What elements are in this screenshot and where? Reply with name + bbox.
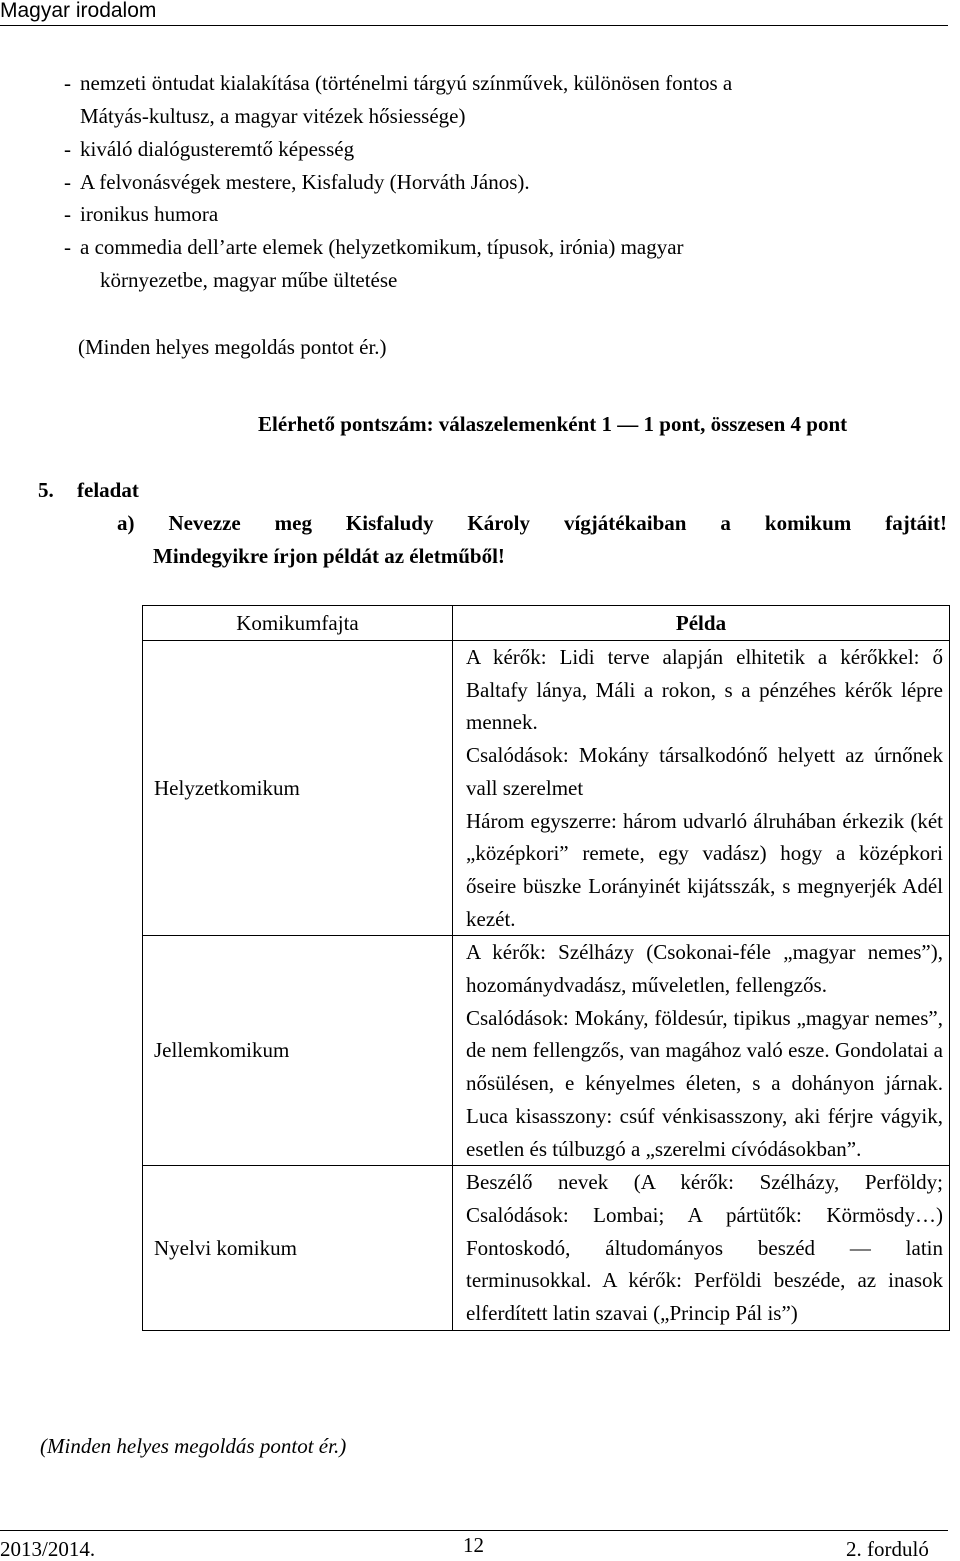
comedy-type-cell: Helyzetkomikum <box>143 641 453 936</box>
score-summary: Elérhető pontszám: válaszelemenként 1 — 1 pont, összesen 4 pont <box>258 412 848 436</box>
bullet-text: nemzeti öntudat kialakítása (történelmi tárgyú színművek, különösen fontos a <box>80 71 733 95</box>
footer-divider <box>0 1530 948 1531</box>
comedy-type-cell: Jellemkomikum <box>143 936 453 1166</box>
column-header-example: Példa <box>453 606 950 641</box>
example-cell <box>453 936 950 1166</box>
bullet-dash: - <box>64 137 71 161</box>
example-cell <box>453 641 950 936</box>
example-text: A kérők: Lidi terve alapján elhitetik a kérőkkel: ő Baltafy lánya, Máli a rokon, s a pénzéhes kérők lépre mennek. <box>466 645 943 735</box>
bullet-text: környezetbe, magyar műbe ültetése <box>100 268 398 292</box>
table-row <box>143 1166 950 1331</box>
bullet-dash: - <box>64 235 71 259</box>
example-text: Beszélő nevek (A kérők: Szélházy, Perföldy; Csalódások: Lombai; A pártütők: Körmösdy…) Fontoskodó, áltudományos beszéd — latin terminusokkal. A kérők: Perföldi beszéde, az inasok elferdített latin szavai („Princip Pál is”) <box>466 1170 943 1326</box>
bullet-text: A felvonásvégek mestere, Kisfaludy (Horváth János). <box>80 170 530 194</box>
scoring-note-footnote: (Minden helyes megoldás pontot ér.) <box>40 1434 347 1458</box>
task-question-cont: Mindegyikre írjon példát az életműből! <box>153 544 505 568</box>
task-number: 5. <box>38 478 54 502</box>
column-header-type: Komikumfajta <box>143 606 453 641</box>
scoring-note: (Minden helyes megoldás pontot ér.) <box>78 335 387 359</box>
footer-round: 2. forduló <box>846 1537 929 1561</box>
header-divider <box>0 25 948 26</box>
table-row <box>143 641 950 936</box>
example-text: Három egyszerre: három udvarló álruhában érkezik (két „középkori” remete, egy vadász) hogy a középkori őseire büszke Lorányinét kijátsszák, s megnyerjék Adél kezét. <box>466 808 943 931</box>
bullet-text: kiváló dialógusteremtő képesség <box>80 137 355 161</box>
bullet-dash: - <box>64 71 71 95</box>
page-header-title: Magyar irodalom <box>0 0 157 22</box>
table-row <box>143 936 950 1166</box>
task-label: feladat <box>77 478 139 502</box>
example-text: A kérők: Szélházy (Csokonai-féle „magyar nemes”), hozománydvadász, műveletlen, fellengzős. <box>466 940 943 998</box>
example-cell <box>453 1166 950 1331</box>
example-text: Csalódások: Mokány, földesúr, tipikus „magyar nemes”, de nem fellengzős, van magához való esze. Gondolatai a nősülésen, e kényelmes életen, s a dohányon járnak. Luca kisasszony: csúf vénkisasszony, aki férjre vágyik, esetlen és túlbuzgó a „szerelmi cívódásokban”. <box>466 1005 943 1161</box>
bullet-dash: - <box>64 202 71 226</box>
footer-year: 2013/2014. <box>0 1537 96 1561</box>
bullet-dash: - <box>64 170 71 194</box>
comedy-type-cell: Nyelvi komikum <box>143 1166 453 1331</box>
example-text: Csalódások: Mokány társalkodónő helyett az úrnőnek vall szerelmet <box>466 743 943 800</box>
page-number: 12 <box>463 1533 484 1557</box>
bullet-text: ironikus humora <box>80 202 219 226</box>
comedy-types-table <box>142 605 950 1331</box>
task-question: a) Nevezze meg Kisfaludy Károly vígjátékaiban a komikum fajtáit! <box>117 511 947 535</box>
bullet-text: Mátyás-kultusz, a magyar vitézek hősiessége) <box>80 104 466 128</box>
table-header-row <box>143 606 950 641</box>
bullet-text: a commedia dell’arte elemek (helyzetkomikum, típusok, irónia) magyar <box>80 235 684 259</box>
